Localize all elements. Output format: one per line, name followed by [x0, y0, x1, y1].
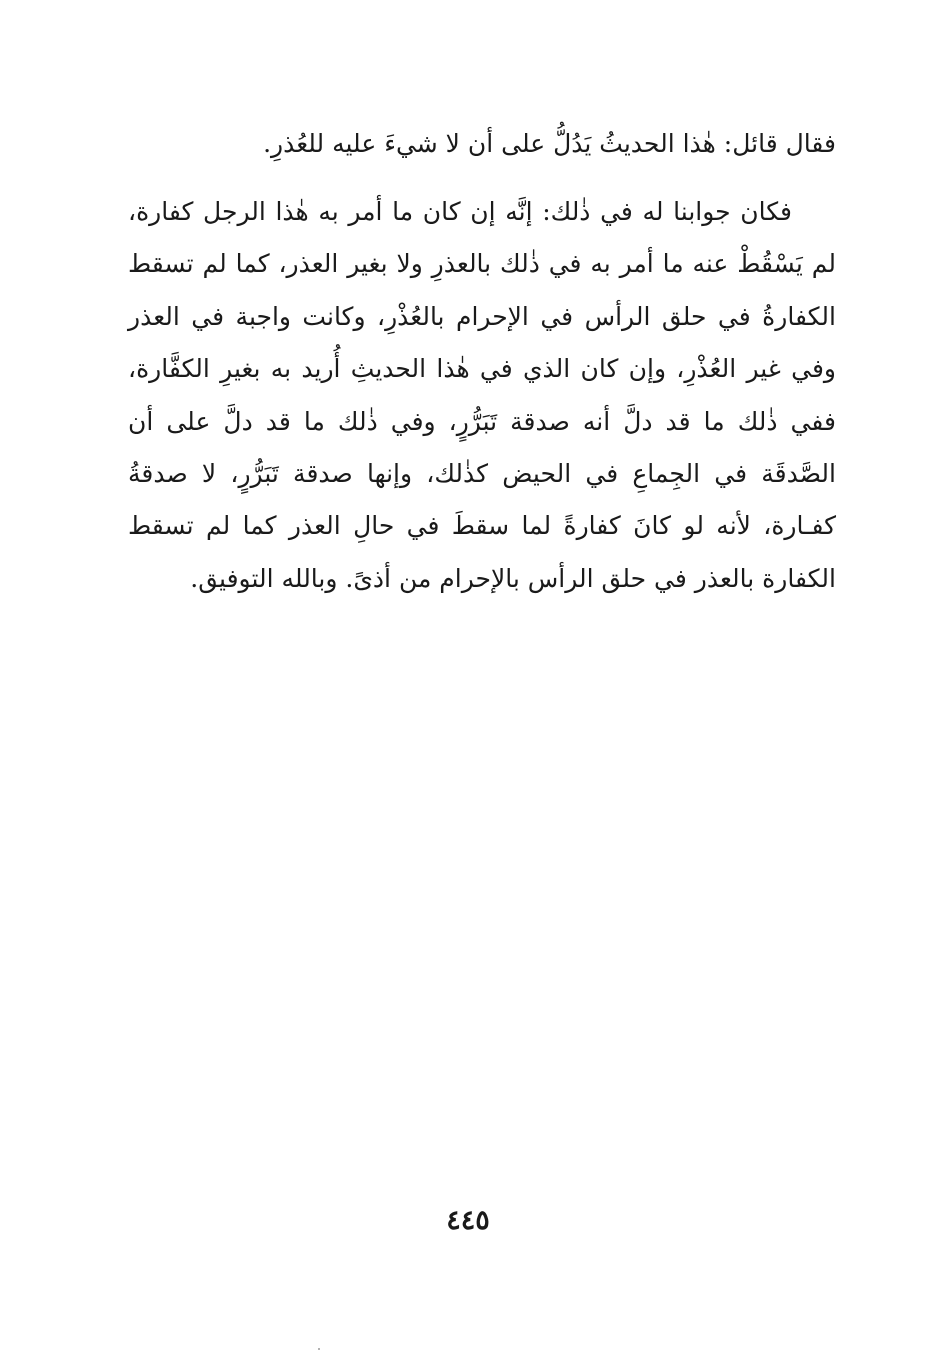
paragraph-line: الصَّدقَة في الجِماعِ في الحيض كذٰلك، وإنها صدقة تَبَرُّرٍ، لا صدقةُ	[128, 458, 836, 488]
paragraph-line: كفـارة، لأنه لو كانَ كفارةً لما سقطَ في حالِ العذر كما لم تسقط	[128, 511, 836, 541]
page-number: ٤٤٥	[446, 1205, 490, 1236]
paragraph-line: فكان جوابنا له في ذٰلك: إنَّه إن كان ما أمر به هٰذا الرجل كفارة،	[128, 197, 792, 226]
paragraph-line: الكفارةُ في حلق الرأس في الإحرام بالعُذْرِ، وكانت واجبة في العذر	[128, 301, 836, 331]
body-paragraph	[128, 186, 836, 605]
intro-line: فقال قائل: هٰذا الحديثُ يَدُلُّ على أن لا شيءَ عليه للعُذرِ.	[263, 129, 836, 158]
paragraph-line: لم يَسْقُطْ عنه ما أمر به في ذٰلك بالعذرِ ولا بغير العذر، كما لم تسقط	[128, 249, 836, 279]
paragraph-line: وفي غير العُذْرِ، وإن كان الذي في هٰذا الحديثِ أُريد به بغيرِ الكفَّارة،	[128, 354, 836, 384]
paragraph-line: ففي ذٰلك ما قد دلَّ أنه صدقة تَبَرُّرٍ، وفي ذٰلك ما قد دلَّ على أن	[128, 406, 836, 436]
paragraph-line: الكفارة بالعذر في حلق الرأس بالإحرام من أذىً. وبالله التوفيق.	[190, 563, 836, 593]
scan-speck	[318, 1348, 320, 1350]
